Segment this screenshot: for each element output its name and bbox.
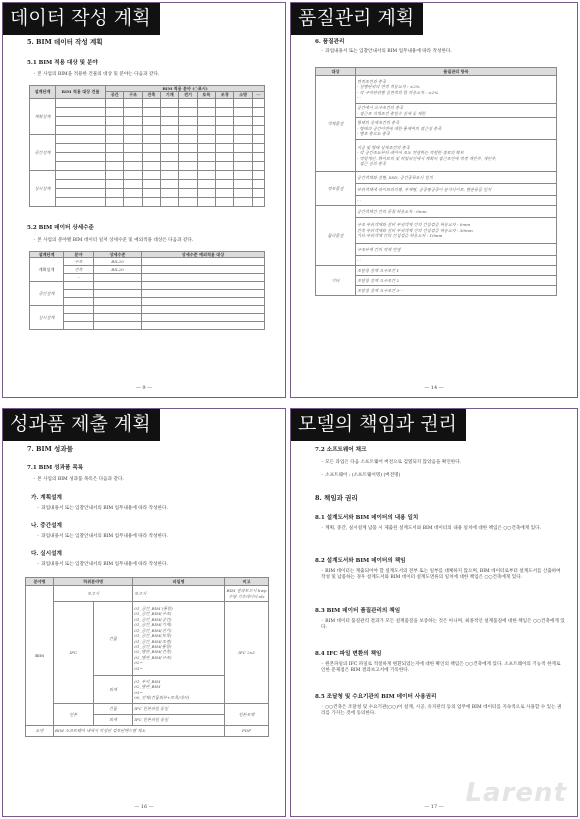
table-cell: IFC: [54, 602, 94, 704]
table-cell: 01_공간_BIM (통합) 01_공간_BIM(구조) 01_공간_BIM(공간) 01_공간_BIM(기계) 01_공간_BIM(전기) 01_공간_BIM(토목) 01_공간_BIM(조경) 01_공간_BIM(통합) 02_별관_BIM(건축) 02_별관_BIM(구조) 02~ 03~: [133, 602, 225, 676]
subsection-heading: 7.2 소프트웨어 채크: [315, 447, 367, 453]
table-cell: 도면: [26, 726, 54, 737]
table-cell: IFC 원본파일 동일: [133, 715, 225, 726]
table-cell: BIM 소프트웨어 내에서 작성된 검토된밴드별 제도: [54, 726, 225, 737]
paragraph: ◦ 과업내용서 또는 입찰안내서의 BIM 업무내용에 따라 작성한다.: [37, 506, 168, 511]
subsection-heading: 7.1 BIM 성과품 목록: [27, 465, 84, 471]
table-cell: 조달청 설계 요구조건 3···: [356, 286, 557, 296]
page-panel-responsibility: [290, 408, 578, 817]
table-cell: 물리품질: [316, 206, 356, 266]
table-cell: 실시설계: [30, 170, 56, 206]
table-header: BIM 적용 분야 (○표시): [106, 86, 265, 92]
page-panel-quality-plan: [290, 2, 578, 398]
table-header: 기계: [161, 92, 179, 98]
table-cell: 시공 및 형태 상세조건의 충족 - 각 공간조도부터 레이어 조도 연결하는 적절한 경로의 확보 - 적합개인, 화이트의 및 작업위선에서 계획지 접근조건에 적정 개인주, 개인주, 접근 실의 충족: [356, 140, 557, 172]
table-cell: 외재: [93, 676, 133, 704]
paragraph: ◦ 소프트웨어 : (소프트웨어명) (버전명): [321, 473, 401, 478]
table-cell: 계획설계: [30, 258, 64, 282]
table-cell: 조달청 설계 요구조건 1: [356, 266, 557, 276]
table-header: 분야: [64, 252, 94, 258]
bim-target-table: [29, 85, 265, 207]
table-cell: 보고서: [133, 586, 225, 602]
page-number: — 16 —: [134, 804, 154, 810]
table-header: 전기: [179, 92, 197, 98]
table-header: 하위분야명: [54, 578, 133, 586]
table-cell: 중간설계: [30, 282, 64, 306]
table-cell: 조달청 설계 요구조건 2: [356, 276, 557, 286]
table-cell: 외재: [93, 715, 133, 726]
page-number: — 14 —: [424, 385, 444, 391]
section-heading: 6. 품질관리: [315, 39, 345, 45]
paragraph: ◦ ○○건축은 조달청 및 수요기관(○○)이 설계, 시공, 유지관리 등의 업무에 BIM 데이터를 지속적으로 사용할 수 있는 권리를 가지는 것에 동의한다.: [321, 705, 562, 717]
table-header: 대상: [316, 68, 356, 76]
paragraph: ◦ 계획, 중간, 실시설계 납품 시 제출된 설계도서와 BIM 데이터의 내용 일치에 대한 책임은 ○○건축에게 있다.: [321, 526, 541, 531]
paragraph: ◦ 본 사업의 분야별 BIM 데이터 일저 상세수준 및 예외적용 대상은 다음과 같다.: [33, 238, 194, 243]
table-header: BIM 적용 대상 건물: [56, 86, 106, 99]
table-cell: 공간에서 요구조건의 충족 - 접근조 석개조건 충일수 실에 등 제한: [356, 104, 557, 118]
paragraph: ◦ 모든 과업은 다음 소프트웨어 버전으로 검열되지 않았음을 확인한다.: [321, 460, 462, 465]
table-cell: 01_부지_BIM 02_별관_BIM 03~ 00_전체(건물외부+토목/대지): [133, 676, 225, 704]
table-cell: 구조: [64, 258, 94, 266]
table-header: 비고: [225, 578, 269, 586]
table-header: 설계단계: [30, 252, 64, 258]
table-cell: BIM 결과보고서.hwp 수량 기초데이터.xls: [225, 586, 269, 602]
table-cell: 공간객체와 설명, SSD, 공간종류표시 일치: [356, 172, 557, 184]
table-cell: 구조부재 간의 적재 연결: [356, 244, 557, 256]
table-cell: BIL20: [94, 266, 142, 274]
quality-table: [315, 67, 557, 296]
table-cell: PDF: [225, 726, 269, 737]
paragraph: ◦ 본 사업의 BIM 성과품 목록은 다음과 같다.: [33, 477, 124, 482]
subsection-heading: 가. 계획설계: [31, 495, 62, 501]
panel-title: 성과품 제출 계획: [3, 409, 160, 441]
section-heading: 8. 책임과 권리: [315, 494, 358, 502]
paragraph: ◦ 과업내용서 또는 입찰안내서의 BIM 업무내용에 따라 작성한다.: [321, 49, 452, 54]
subsection-heading: 8.5 조달청 및 수요기관의 BIM 데이터 사용권리: [315, 694, 437, 700]
paragraph: ◦ 과업내용서 또는 입찰안내서의 BIM 업무내용에 따라 작성한다.: [37, 562, 168, 567]
table-cell: 공간객체간 간의 중첩 허용오차 : 0mm: [356, 206, 557, 218]
paragraph: ◦ BIM 데이터 품질관리 결과가 모든 설계품질을 보증하는 것은 아니며, 최종적인 설계품질에 대한 책임은 ○○건축에게 있다.: [321, 619, 565, 631]
watermark-logo: Larent: [465, 778, 567, 808]
subsection-heading: 8.4 IFC 파일 변환의 책임: [315, 651, 382, 657]
subsection-heading: 5.2 BIM 데이터 상세수준: [27, 225, 94, 231]
table-cell: 중간설계: [30, 134, 56, 170]
table-header: 상세수준: [94, 252, 142, 258]
table-cell: 실시설계: [30, 306, 64, 330]
table-cell: 보고서: [54, 586, 133, 602]
table-cell: 건축: [64, 266, 94, 274]
paragraph: ◦ BIM 데이터는 계출되어야 할 설계도서의 전부 또는 일부를 대체하지 않으며, BIM 데이터로부터 설계도서를 산출하여 작성 및 납품하는 경우 설계도서와 BIM 데이터 설계도면류의 일치에 대한 책임은 ○○건축에게 있다.: [321, 569, 561, 581]
table-cell: 형태의 상세조건의 충족 - 형태의 공간이면에 대한 통제여의 접근성 충족 - 별조 충요도 충족: [356, 118, 557, 140]
page-number: — 9 —: [135, 385, 153, 391]
table-cell: 정보품질: [316, 172, 356, 206]
table-cell: 구조 부위객체와 설비 부위객체 간의 간섭검증 허용오차 : 0mm 건축 부위객체와 설비 부위객체 간의 간섭검증 허용오차 : 30mm 기타 부위객체 간의 간섭검증 허용오차 : 10mm: [356, 218, 557, 244]
deliverables-table: [25, 577, 269, 737]
table-cell: 기타: [316, 266, 356, 296]
table-cell: IFC 2x3: [225, 602, 269, 704]
table-header: 설계단계: [30, 86, 56, 99]
subsection-heading: 다. 실시설계: [31, 551, 62, 557]
table-cell: 원본포맷: [225, 704, 269, 726]
section-heading: 5. BIM 데이터 작성 계획: [27, 38, 103, 46]
table-cell: 건물: [93, 602, 133, 676]
paragraph: ◦ 과업내용서 또는 입찰안내서의 BIM 업무내용에 따라 작성한다.: [37, 534, 168, 539]
table-header: 조경: [216, 92, 234, 98]
table-header: 구조: [124, 92, 142, 98]
table-cell: ···: [356, 256, 557, 266]
table-header: 건축: [142, 92, 160, 98]
table-header: 품질관리 항목: [356, 68, 557, 76]
subsection-heading: 나. 중간설계: [31, 523, 62, 529]
paragraph: ◦ 본 사업의 BIM을 적용한 건물의 대상 및 분야는 다음과 같다.: [33, 72, 160, 77]
subsection-heading: 8.1 설계도서와 BIM 데이터의 내용 일치: [315, 515, 419, 521]
table-header: 파일명: [133, 578, 225, 586]
table-cell: ···: [356, 196, 557, 206]
page-number: — 17 —: [424, 804, 444, 810]
table-cell: 객체품질: [316, 76, 356, 172]
page-panel-deliverables: [2, 408, 286, 817]
page-panel-data-plan: [2, 2, 286, 398]
table-cell: BIM: [26, 586, 54, 726]
table-header: 상세수준 예외적용 대상: [142, 252, 265, 258]
subsection-heading: 5.1 BIM 적용 대상 및 분야: [27, 60, 98, 66]
table-cell: 부위객체에 라이브러리명, 부재명, 공종명공종이 분석사이트, 별분류를 일치: [356, 184, 557, 196]
table-cell: 원본: [54, 704, 94, 726]
paragraph: ◦ 원본파일의 IFC 파일로 적절하게 변환되었는지에 대한 확인의 책임은 ○○건축에게 있다. 소프트웨어의 기능적 한계로 인한 문제점은 BIM 결과보고서에 기록한다.: [321, 662, 561, 674]
table-header: 소방: [234, 92, 252, 98]
table-header: 공간: [106, 92, 124, 98]
table-cell: 면적조건과 충족 - 실별단위의 면적 적용오차 : ±2% - 각 구역단위별 실면적의 합 적용오차 : ±2% ···: [356, 76, 557, 104]
table-cell: IFC 원본파일 동일: [133, 704, 225, 715]
section-heading: 7. BIM 성과물: [27, 445, 73, 453]
table-header: ···: [252, 92, 264, 98]
table-header: 분야명: [26, 578, 54, 586]
table-cell: 계획설계: [30, 98, 56, 134]
detail-level-table: [29, 251, 265, 330]
panel-title: 데이터 작성 계획: [3, 3, 160, 35]
table-cell: ···: [64, 274, 94, 282]
subsection-heading: 8.2 설계도서와 BIM 데이터의 책임: [315, 558, 406, 564]
subsection-heading: 8.3 BIM 데이터 품질관리의 책임: [315, 608, 401, 614]
table-header: 토목: [197, 92, 215, 98]
table-cell: 건물: [93, 704, 133, 715]
panel-title: 모델의 책임과 권리: [291, 409, 466, 441]
panel-title: 품질관리 계획: [291, 3, 423, 35]
table-cell: BIL20: [94, 258, 142, 266]
